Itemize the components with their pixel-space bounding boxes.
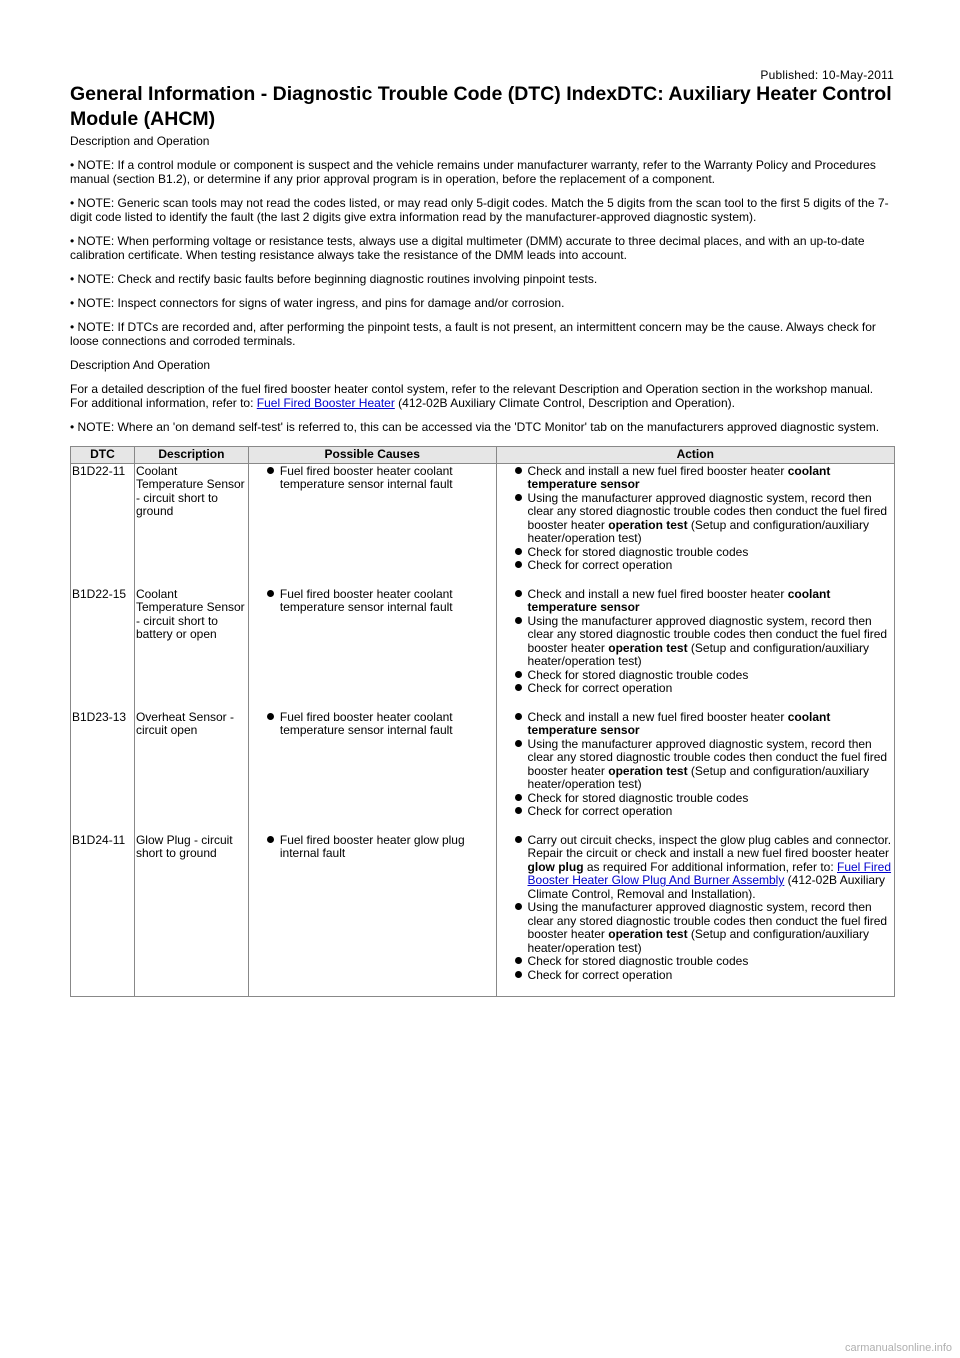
glow-plug-burner-assembly-link[interactable]: Fuel Fired Booster Heater Glow Plug And Burner Assembly: [527, 859, 892, 887]
action-item: [528, 901, 893, 955]
additional-info-suffix: (412-02B Auxiliary Climate Control, Description and Operation).: [394, 396, 735, 410]
note-intermittent: • NOTE: If DTCs are recorded and, after performing the pinpoint tests, a fault is not present, an intermittent concern may be the cause. Always check for loose connections and corroded terminals.: [70, 320, 876, 348]
table-row: [71, 833, 895, 997]
action-text: Using the manufacturer approved diagnostic system, record then clear any stored diagnostic trouble codes then conduct the fuel fired booster heater: [527, 900, 888, 941]
header-dtc: DTC: [71, 447, 135, 464]
page-subtitle: Description and Operation: [70, 134, 210, 148]
note-connectors: • NOTE: Inspect connectors for signs of water ingress, and pins for damage and/or corrosion.: [70, 296, 565, 310]
dtc-table: [70, 446, 895, 997]
action-item: [528, 834, 893, 902]
additional-info-prefix: For additional information, refer to:: [70, 396, 257, 410]
action-bold: operation test: [608, 517, 688, 532]
action-text: (Setup and configuration/auxiliary heater/operation test): [527, 763, 870, 791]
possible-causes: [248, 710, 496, 833]
cause-item: Fuel fired booster heater glow plug internal fault: [280, 834, 495, 861]
dtc-code: B1D22-15: [71, 587, 135, 710]
cause-item: Fuel fired booster heater coolant temperature sensor internal fault: [280, 588, 495, 615]
fuel-fired-booster-heater-link[interactable]: Fuel Fired Booster Heater: [256, 396, 395, 410]
action-text: (Setup and configuration/auxiliary heater/operation test): [527, 517, 870, 545]
action-bold: operation test: [608, 640, 688, 655]
possible-causes: [248, 463, 496, 587]
header-action: Action: [496, 447, 894, 464]
note-scan-tools: • NOTE: Generic scan tools may not read the codes listed, or may read only 5-digit codes. Match the 5 digits from the scan tool to the first 5 digits of the 7-digit code listed to identify the fault (the last 2 digits give extra information read by the manufacturer-approved diagnostic system).: [70, 196, 889, 224]
dtc-code: B1D22-11: [71, 463, 135, 587]
action-cell: [496, 463, 894, 587]
action-item: [528, 492, 893, 546]
action-cell: [496, 587, 894, 710]
action-item: Check for correct operation: [528, 969, 893, 983]
action-text: Using the manufacturer approved diagnostic system, record then clear any stored diagnostic trouble codes then conduct the fuel fired booster heater: [527, 490, 888, 532]
action-text: Using the manufacturer approved diagnostic system, record then clear any stored diagnostic trouble codes then conduct the fuel fired booster heater: [527, 613, 888, 655]
action-bold: operation test: [608, 927, 688, 941]
action-item: Check for correct operation: [528, 805, 893, 819]
cause-item: Fuel fired booster heater coolant temperature sensor internal fault: [280, 711, 495, 738]
action-cell: [496, 833, 894, 997]
possible-causes: [248, 833, 496, 997]
action-item: Check for correct operation: [528, 682, 893, 696]
action-item: [528, 588, 893, 615]
dtc-description: Glow Plug - circuit short to ground: [134, 833, 248, 997]
note-warranty: • NOTE: If a control module or component is suspect and the vehicle remains under manufacturer warranty, refer to the Warranty Policy and Procedures manual (section B1.2), or determine if any prior approval program is in operation, before the replacement of a component.: [70, 158, 876, 186]
action-cell: [496, 710, 894, 833]
action-text: Check and install a new fuel fired booster heater: [527, 709, 788, 724]
note-dmm: • NOTE: When performing voltage or resistance tests, always use a digital multimeter (DMM) accurate to three decimal places, and with an up-to-date calibration certificate. When testing resistance always take the resistance of the DMM leads into account.: [70, 234, 865, 262]
possible-causes: [248, 587, 496, 710]
action-item: [528, 615, 893, 669]
action-text: (412-02B Auxiliary Climate Control, Removal and Installation).: [527, 873, 886, 901]
action-text: (Setup and configuration/auxiliary heater/operation test): [527, 640, 870, 668]
action-bold: coolant temperature sensor: [527, 709, 831, 737]
action-bold: coolant temperature sensor: [527, 586, 831, 614]
table-header-row: [71, 447, 895, 464]
header-possible-causes: Possible Causes: [248, 447, 496, 464]
dtc-code: B1D24-11: [71, 833, 135, 997]
table-row: [71, 463, 895, 587]
published-date: Published: 10-May-2011: [760, 68, 894, 82]
note-basic-faults: • NOTE: Check and rectify basic faults before beginning diagnostic routines involving pinpoint tests.: [70, 272, 598, 286]
action-bold: operation test: [608, 763, 688, 778]
action-text: Using the manufacturer approved diagnostic system, record then clear any stored diagnostic trouble codes then conduct the fuel fired booster heater: [527, 736, 888, 778]
table-row: [71, 587, 895, 710]
section-heading: Description And Operation: [70, 358, 211, 372]
action-text: as required For additional information, refer to:: [583, 859, 837, 874]
action-text: (Setup and configuration/auxiliary heater/operation test): [527, 927, 870, 955]
action-item: Check for stored diagnostic trouble codes: [528, 546, 893, 560]
action-item: [528, 465, 893, 492]
description-paragraph: For a detailed description of the fuel fired booster heater contol system, refer to the relevant Description and Operation section in the workshop manual.: [70, 382, 874, 396]
dtc-description: Overheat Sensor - circuit open: [134, 710, 248, 833]
additional-info-paragraph: [70, 396, 894, 410]
action-item: [528, 738, 893, 792]
note-self-test: • NOTE: Where an 'on demand self-test' is referred to, this can be accessed via the 'DTC Monitor' tab on the manufacturers approved diagnostic system.: [70, 420, 880, 434]
action-bold: coolant temperature sensor: [527, 463, 831, 491]
action-item: Check for correct operation: [528, 559, 893, 573]
action-text: Check and install a new fuel fired booster heater: [527, 463, 788, 478]
action-item: Check for stored diagnostic trouble codes: [528, 669, 893, 683]
action-item: Check for stored diagnostic trouble codes: [528, 792, 893, 806]
table-row: [71, 710, 895, 833]
action-text: Check and install a new fuel fired booster heater: [527, 586, 788, 601]
action-item: [528, 711, 893, 738]
action-bold: glow plug: [527, 859, 584, 874]
header-description: Description: [134, 447, 248, 464]
dtc-code: B1D23-13: [71, 710, 135, 833]
dtc-description: Coolant Temperature Sensor - circuit short to ground: [134, 463, 248, 587]
watermark-footer: carmanualsonline.info: [844, 1342, 952, 1354]
cause-item: Fuel fired booster heater coolant temperature sensor internal fault: [280, 465, 495, 492]
page-title: General Information - Diagnostic Trouble Code (DTC) IndexDTC: Auxiliary Heater Control Module (AHCM): [70, 83, 892, 130]
action-item: Check for stored diagnostic trouble codes: [528, 955, 893, 969]
action-text: Carry out circuit checks, inspect the glow plug cables and connector. Repair the circuit or check and install a new fuel fired booster heater: [527, 832, 892, 860]
dtc-description: Coolant Temperature Sensor - circuit short to battery or open: [134, 587, 248, 710]
document-body: [70, 62, 894, 997]
